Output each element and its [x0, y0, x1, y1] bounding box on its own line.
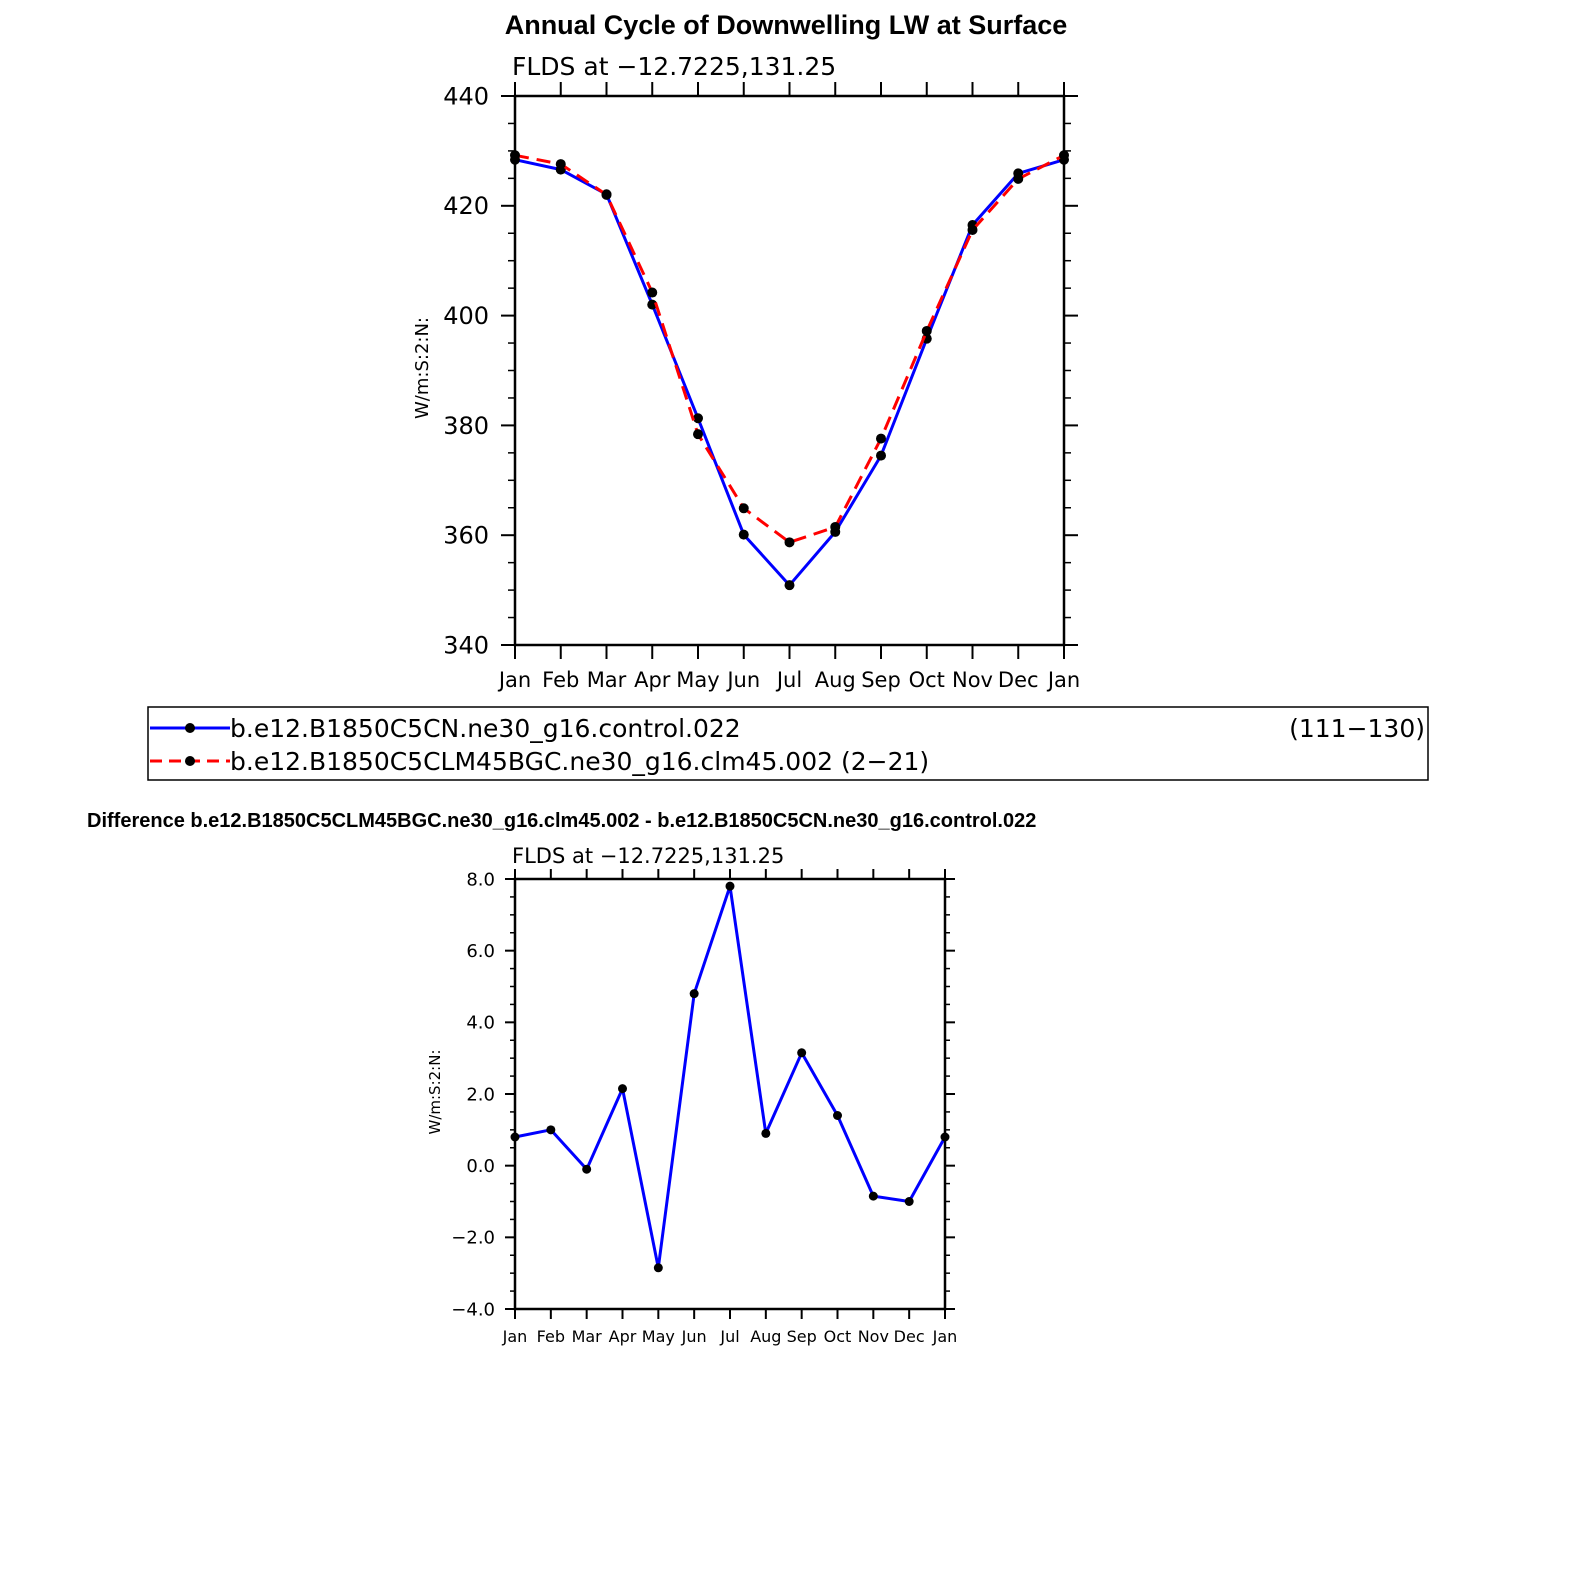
- series-0-point: [511, 1133, 520, 1142]
- y-tick-label: 380: [443, 411, 489, 440]
- x-tick-label: Dec: [893, 1327, 925, 1346]
- series-1-point: [647, 288, 657, 298]
- plot1-axes: [443, 82, 1080, 692]
- x-tick-label: Sep: [861, 668, 901, 692]
- series-1-point: [968, 225, 978, 235]
- legend: [148, 707, 1428, 780]
- series-line-0: [515, 886, 945, 1268]
- series-0-point: [869, 1192, 878, 1201]
- series-0-point: [654, 1263, 663, 1272]
- series-0-point: [905, 1197, 914, 1206]
- series-1-point: [922, 326, 932, 336]
- series-line-0: [515, 160, 1064, 586]
- diff-title: Difference b.e12.B1850C5CLM45BGC.ne30_g16.clm45.002 - b.e12.B1850C5CN.ne30_g16.control.022: [87, 810, 1037, 832]
- x-tick-label: Oct: [908, 668, 945, 692]
- plot2-ylabel: W/m:S:2:N:: [426, 1049, 444, 1135]
- x-tick-label: Aug: [814, 668, 856, 692]
- x-tick-label: Feb: [536, 1327, 565, 1346]
- series-0-point: [797, 1048, 806, 1057]
- y-tick-label: 2.0: [466, 1084, 495, 1106]
- x-tick-label: Jan: [498, 668, 532, 692]
- x-tick-label: Nov: [857, 1327, 889, 1346]
- series-0-point: [785, 580, 795, 590]
- y-tick-label: 0.0: [466, 1155, 495, 1177]
- difference-plot: [426, 844, 957, 1346]
- x-tick-label: Sep: [786, 1327, 817, 1346]
- series-0-point: [618, 1084, 627, 1093]
- plot1-subtitle: FLDS at −12.7225,131.25: [512, 52, 837, 81]
- x-tick-label: May: [676, 668, 720, 692]
- plot2-axes: [451, 869, 957, 1346]
- x-tick-label: Nov: [952, 668, 993, 692]
- series-0-point: [690, 989, 699, 998]
- y-tick-label: 4.0: [466, 1012, 495, 1034]
- series-1-point: [556, 159, 566, 169]
- series-0-point: [726, 882, 735, 891]
- series-1-point: [602, 190, 612, 200]
- series-1-point: [830, 522, 840, 532]
- series-1-point: [785, 537, 795, 547]
- series-0-point: [582, 1165, 591, 1174]
- y-tick-label: 340: [443, 631, 489, 660]
- series-1-point: [1059, 150, 1069, 160]
- y-tick-label: 6.0: [466, 940, 495, 962]
- y-tick-label: 440: [443, 82, 489, 111]
- series-1-point: [1013, 174, 1023, 184]
- series-0-point: [546, 1125, 555, 1134]
- x-tick-label: Feb: [542, 668, 580, 692]
- series-0-point: [833, 1111, 842, 1120]
- series-1-point: [876, 434, 886, 444]
- x-tick-label: Apr: [608, 1327, 637, 1346]
- x-tick-label: Jun: [681, 1327, 707, 1346]
- x-tick-label: Jan: [932, 1327, 958, 1346]
- series-0-point: [693, 413, 703, 423]
- series-0-point: [941, 1133, 950, 1142]
- plot-frame: [515, 879, 945, 1309]
- plot2-series: [511, 882, 950, 1273]
- y-tick-label: 400: [443, 302, 489, 330]
- legend-label-control: b.e12.B1850C5CN.ne30_g16.control.022: [230, 714, 741, 743]
- series-0-point: [739, 530, 749, 540]
- x-tick-label: Mar: [586, 668, 627, 692]
- legend-marker-clm45: [185, 756, 195, 766]
- x-tick-label: Apr: [634, 668, 671, 692]
- series-0-point: [761, 1129, 770, 1138]
- plot2-subtitle: FLDS at −12.7225,131.25: [512, 844, 785, 868]
- x-tick-label: Jan: [1047, 668, 1081, 692]
- x-tick-label: Jun: [727, 668, 761, 692]
- x-tick-label: Dec: [997, 668, 1039, 692]
- x-tick-label: Mar: [571, 1327, 602, 1346]
- plot1-ylabel: W/m:S:2:N:: [412, 317, 433, 419]
- series-1-point: [510, 150, 520, 160]
- y-tick-label: 420: [443, 192, 489, 221]
- series-1-point: [693, 429, 703, 439]
- y-tick-label: 360: [443, 521, 489, 550]
- y-tick-label: −2.0: [451, 1227, 495, 1249]
- x-tick-label: Jul: [776, 668, 803, 692]
- x-tick-label: Aug: [750, 1327, 782, 1346]
- legend-years-control: (111−130): [1289, 714, 1425, 743]
- legend-label-clm45: b.e12.B1850C5CLM45BGC.ne30_g16.clm45.002 (2−21): [230, 747, 930, 776]
- series-1-point: [739, 503, 749, 513]
- main-title: Annual Cycle of Downwelling LW at Surface: [504, 10, 1068, 40]
- plot-frame: [515, 96, 1064, 645]
- series-0-point: [876, 451, 886, 461]
- x-tick-label: Oct: [823, 1327, 852, 1346]
- annual-cycle-plot: [412, 52, 1080, 692]
- x-tick-label: May: [641, 1327, 675, 1346]
- y-tick-label: −4.0: [451, 1299, 495, 1321]
- x-tick-label: Jan: [502, 1327, 528, 1346]
- y-tick-label: 8.0: [466, 869, 495, 891]
- x-tick-label: Jul: [720, 1327, 740, 1346]
- plot1-series: [510, 150, 1069, 590]
- legend-marker-control: [185, 723, 195, 733]
